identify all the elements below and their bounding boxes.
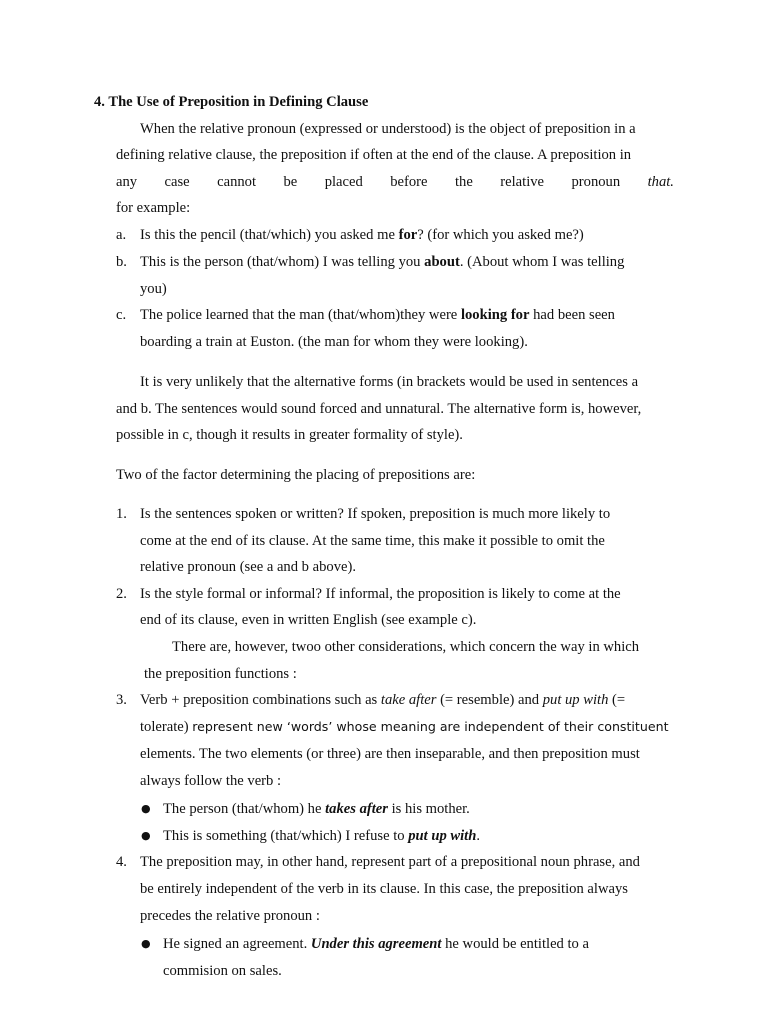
item3-line-2: tolerate) represent new ‘words’ whose meaning are independent of their constituent [140, 719, 669, 735]
bullet-icon: ● [141, 937, 151, 950]
example-a: Is this the pencil (that/which) you asked me for? (for which you asked me?) [140, 227, 584, 243]
word: relative [500, 174, 545, 190]
item4-bullet-1: He signed an agreement. Under this agreement he would be entitled to a [163, 936, 589, 952]
item3-line-3: elements. The two elements (or three) are then inseparable, and then preposition must [140, 746, 640, 762]
item4-line-1: The preposition may, in other hand, represent part of a prepositional noun phrase, and [140, 854, 640, 870]
intro-line-3 [116, 173, 674, 191]
example-c: The police learned that the man (that/whom)they were looking for had been seen [140, 307, 615, 323]
example-label-c: c. [116, 307, 127, 323]
item4-line-3: precedes the relative pronoun : [140, 908, 320, 924]
list-number-3: 3. [116, 692, 127, 708]
word: pronoun [571, 174, 621, 190]
factors-intro: Two of the factor determining the placing of prepositions are: [116, 467, 476, 483]
word: case [164, 174, 190, 190]
item4-line-2: be entirely independent of the verb in its clause. In this case, the preposition always [140, 881, 628, 897]
considerations-line-1: There are, however, twoo other considerations, which concern the way in which [172, 639, 640, 655]
list-number-4: 4. [116, 854, 127, 870]
item2-line-2: end of its clause, even in written English (see example c). [140, 612, 477, 628]
word: placed [324, 174, 363, 190]
word: the [454, 174, 473, 190]
bullet-icon: ● [141, 802, 151, 815]
item1-line-2: come at the end of its clause. At the same time, this make it possible to omit the [140, 533, 605, 549]
list-number-2: 2. [116, 586, 127, 602]
intro-line-4: for example: [116, 200, 191, 216]
section-heading: 4. The Use of Preposition in Defining Clause [94, 94, 369, 110]
item3-line-4: always follow the verb : [140, 773, 282, 789]
word: be [283, 174, 298, 190]
para2-line-3: possible in c, though it results in greater formality of style). [116, 427, 463, 443]
item3-line-1: Verb + preposition combinations such as take after (= resemble) and put up with (= [140, 692, 626, 708]
word: before [390, 174, 428, 190]
example-label-b: b. [116, 254, 127, 270]
bullet-icon: ● [141, 829, 151, 842]
item1-line-3: relative pronoun (see a and b above). [140, 559, 356, 575]
word: cannot [217, 174, 257, 190]
item2-line-1: Is the style formal or informal? If informal, the proposition is likely to come at the [140, 586, 621, 602]
para2-line-1: It is very unlikely that the alternative forms (in brackets would be used in sentences a [140, 374, 639, 390]
intro-line-1: When the relative pronoun (expressed or understood) is the object of preposition in a [140, 121, 636, 137]
item4-bullet-1-line-2: commision on sales. [163, 963, 282, 979]
intro-line-2: defining relative clause, the preposition if often at the end of the clause. A preposition in [116, 147, 632, 163]
item3-bullet-1: The person (that/whom) he takes after is his mother. [163, 801, 470, 817]
considerations-line-2: the preposition functions : [144, 666, 297, 682]
word: any [116, 174, 138, 190]
example-b: This is the person (that/whom) I was telling you about. (About whom I was telling [140, 254, 625, 270]
item1-line-1: Is the sentences spoken or written? If spoken, preposition is much more likely to [140, 506, 611, 522]
example-label-a: a. [116, 227, 127, 243]
item3-bullet-2: This is something (that/which) I refuse to put up with. [163, 828, 481, 844]
example-c-line-2: boarding a train at Euston. (the man for whom they were looking). [140, 334, 528, 350]
example-b-line-2: you) [140, 281, 167, 297]
word: that. [647, 174, 674, 190]
para2-line-2: and b. The sentences would sound forced and unnatural. The alternative form is, however, [116, 401, 642, 417]
list-number-1: 1. [116, 506, 127, 522]
